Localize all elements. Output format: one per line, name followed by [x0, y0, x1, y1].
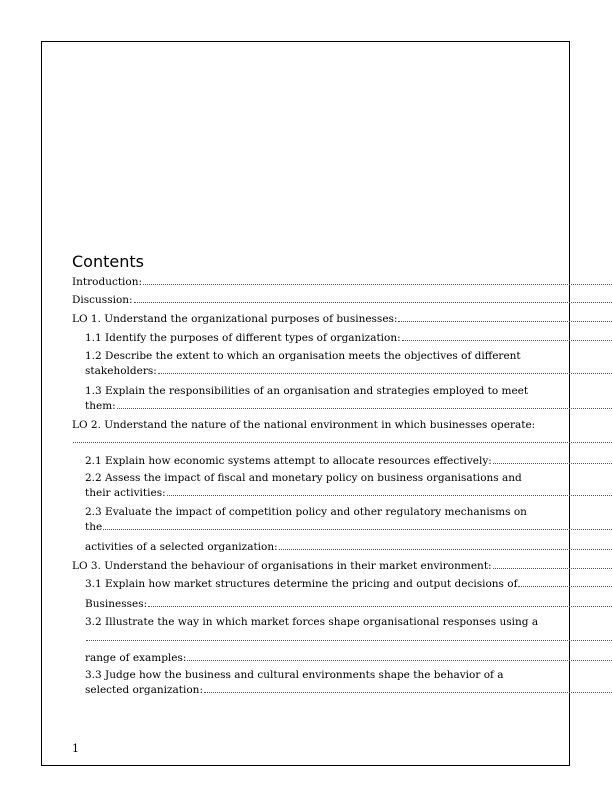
dot-leader	[117, 399, 612, 409]
toc-entry-label: the	[85, 521, 103, 533]
toc-entry-label: selected organization:	[85, 684, 203, 696]
toc-entry-3-2-line3[interactable]	[85, 651, 612, 665]
dot-leader	[86, 631, 612, 641]
toc-entry-1-3-line1[interactable]: 1.3 Explain the responsibilities of an organisation and strategies employed to meet	[85, 385, 529, 397]
dot-leader	[134, 293, 612, 303]
dot-leader	[493, 559, 612, 569]
toc-entry-2-3-line3[interactable]	[85, 540, 612, 554]
toc-entry-label: range of examples:	[85, 652, 187, 664]
toc-entry-lo2-leader	[72, 433, 612, 443]
dot-leader	[204, 683, 612, 693]
toc-entry-2-3-line2[interactable]	[85, 520, 612, 534]
toc-entry-lo2[interactable]: LO 2. Understand the nature of the national environment in which businesses operate:	[72, 419, 536, 431]
toc-entry-label: activities of a selected organization:	[85, 541, 278, 553]
toc-entry-2-2-line2[interactable]	[85, 486, 612, 500]
toc-entry-label: LO 1. Understand the organizational purposes of businesses:	[72, 313, 398, 325]
toc-entry-3-2-line1[interactable]: 3.2 Illustrate the way in which market forces shape organisational responses using a	[85, 616, 539, 628]
toc-entry-3-1-line1[interactable]	[85, 577, 612, 591]
toc-entry-label: LO 3. Understand the behaviour of organisations in their market environment:	[72, 560, 492, 572]
toc-entry-label: 3.1 Explain how market structures determine the pricing and output decisions of	[85, 578, 518, 590]
toc-entry-1-2-line2[interactable]	[85, 364, 612, 378]
dot-leader	[493, 454, 612, 464]
toc-entry-label: Discussion:	[72, 294, 133, 306]
dot-leader	[103, 520, 612, 530]
dot-leader	[167, 486, 612, 496]
toc-entry-3-3-line1[interactable]: 3.3 Judge how the business and cultural environments shape the behavior of a	[85, 669, 504, 681]
toc-entry-label: Introduction:	[72, 276, 143, 288]
toc-entry-introduction[interactable]	[72, 275, 612, 289]
dot-leader	[518, 577, 612, 587]
contents-heading: Contents	[72, 252, 144, 271]
toc-entry-2-2-line1[interactable]: 2.2 Assess the impact of fiscal and monetary policy on business organisations and	[85, 472, 522, 484]
toc-entry-label: 1.1 Identify the purposes of different types of organization:	[85, 332, 401, 344]
toc-entry-1-1[interactable]	[85, 331, 612, 345]
toc-entry-discussion[interactable]	[72, 293, 612, 307]
dot-leader	[148, 597, 612, 607]
dot-leader	[402, 331, 612, 341]
dot-leader	[279, 540, 612, 550]
toc-entry-label: Businesses:	[85, 598, 148, 610]
dot-leader	[73, 433, 612, 443]
page-number: 1	[72, 742, 79, 755]
toc-entry-label: stakeholders:	[85, 365, 157, 377]
dot-leader	[143, 275, 612, 285]
toc-entry-3-1-line2[interactable]	[85, 597, 612, 611]
toc-entry-2-1[interactable]	[85, 454, 612, 468]
toc-entry-label: their activities:	[85, 487, 166, 499]
dot-leader	[187, 651, 612, 661]
toc-entry-1-3-line2[interactable]	[85, 399, 612, 413]
dot-leader	[158, 364, 612, 374]
toc-entry-3-2-leader	[85, 631, 612, 641]
toc-entry-3-3-line2[interactable]	[85, 683, 612, 697]
toc-entry-lo3[interactable]	[72, 559, 612, 573]
toc-entry-lo1[interactable]	[72, 312, 612, 326]
dot-leader	[398, 312, 612, 322]
toc-entry-2-3-line1[interactable]: 2.3 Evaluate the impact of competition policy and other regulatory mechanisms on	[85, 506, 527, 518]
toc-entry-label: them:	[85, 400, 116, 412]
toc-entry-label: 2.1 Explain how economic systems attempt to allocate resources effectively:	[85, 455, 492, 467]
toc-entry-1-2-line1[interactable]: 1.2 Describe the extent to which an organisation meets the objectives of different	[85, 350, 521, 362]
